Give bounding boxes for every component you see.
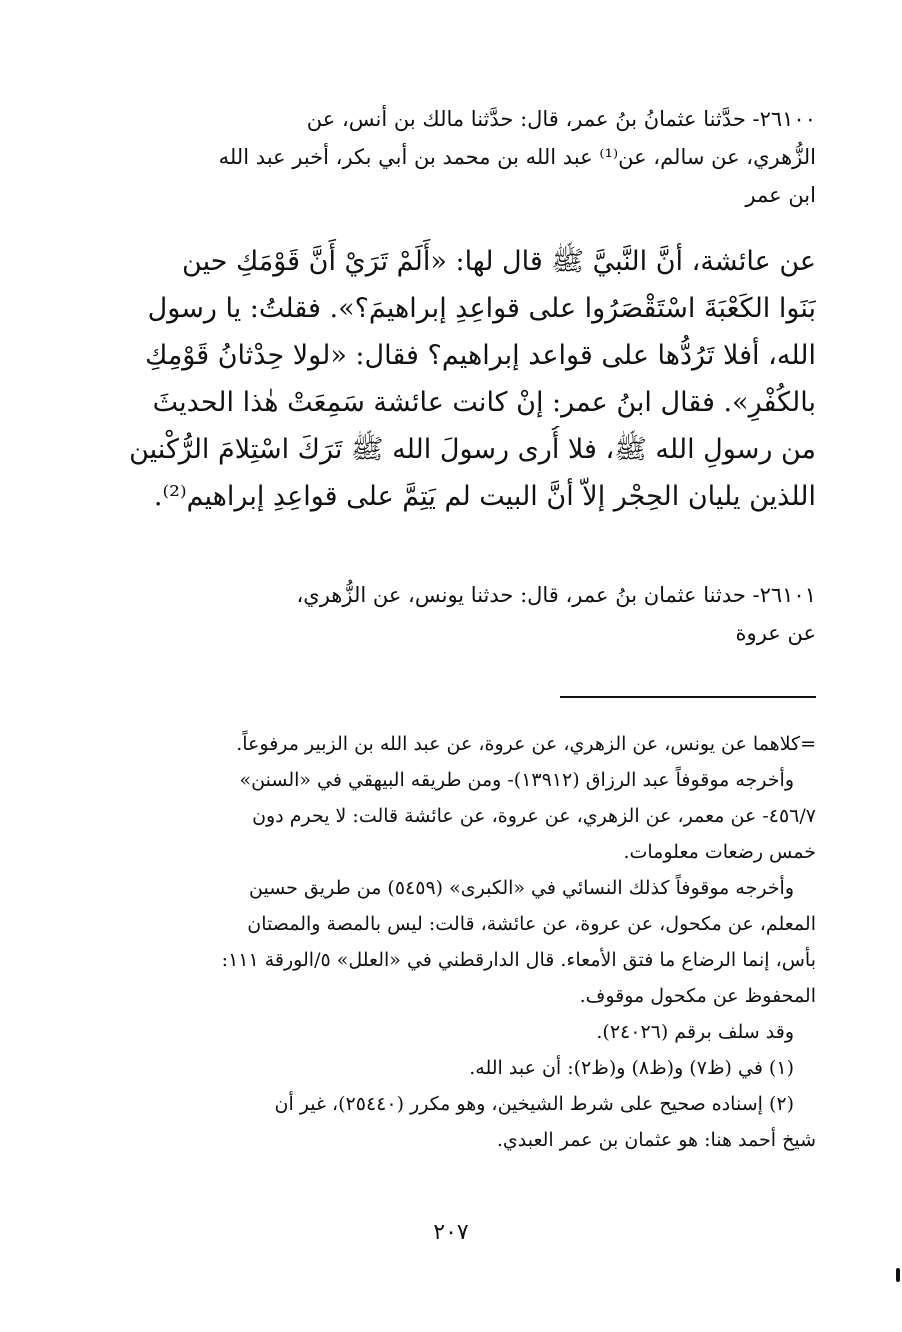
isnad-line: عن عروة [735,621,816,645]
page-number: ٢٠٧ [433,1220,469,1245]
scan-edge-mark [896,1268,900,1282]
matn-line: من رسولِ الله ﷺ، فلا أُرى رسولَ الله ﷺ تَرَكَ اسْتِلامَ الرُّكْنين [129,434,816,465]
isnad-line: ابن عمر [745,183,816,207]
footnote-line: المعلم، عن مكحول، عن عروة، عن عائشة، قالت: ليس بالمصة والمصتان [247,913,816,935]
footnote-2: (٢) إسناده صحيح على شرط الشيخين، وهو مكرر (٢٥٤٤٠)، غير أن [274,1093,794,1115]
footnote-2: شيخ أحمد هنا: هو عثمان بن عمر العبدي. [496,1129,816,1151]
footnote-continuation: =كلاهما عن يونس، عن الزهري، عن عروة، عن عبد الله بن الزبير مرفوعاً. [236,733,816,755]
footnote-separator [560,696,816,698]
footnote-line: وأخرجه موقوفاً عبد الرزاق (١٣٩١٢)- ومن طريقه البيهقي في «السنن» [239,769,794,791]
matn-line: بَنَوا الكَعْبَةَ اسْتَقْصَرُوا على قواعِدِ إبراهيمَ؟». فقلتُ: يا رسول [147,293,816,324]
footnotes [108,726,816,1158]
hadith-26101-isnad [108,576,816,652]
matn-line: بالكُفْرِ». فقال ابنُ عمر: إنْ كانت عائشة سَمِعَتْ هٰذا الحديثَ [152,387,816,418]
footnote-line: خمس رضعات معلومات. [623,841,816,863]
footnote-line: وأخرجه موقوفاً كذلك النسائي في «الكبرى» (٥٤٥٩) من طريق حسين [249,877,794,899]
matn-line: عن عائشة، أنَّ النَّبيَّ ﷺ قال لها: «أَلَمْ تَرَيْ أَنَّ قَوْمَكِ حين [182,246,816,277]
matn-line: اللذين يليان الحِجْر إلاّ أنَّ البيت لم يَتِمَّ على قواعِدِ إبراهيم⁽²⁾. [153,481,816,512]
isnad-line: ٢٦١٠٠- حدَّثنا عثمانُ بنُ عمر، قال: حدَّثنا مالك بن أنس، عن [306,107,816,131]
isnad-line: ٢٦١٠١- حدثنا عثمان بنُ عمر، قال: حدثنا يونس، عن الزُّهري، [296,583,816,607]
footnote-line: ٤٥٦/٧- عن معمر، عن الزهري، عن عروة، عن عائشة قالت: لا يحرم دون [252,805,816,827]
footnote-1: (١) في (ظ٧) و(ظ٨) و(ظ٢): أن عبد الله. [469,1057,794,1079]
matn-line: الله، أفلا تَرُدُّها على قواعد إبراهيم؟ فقال: «لولا حِدْثانُ قَوْمِكِ [145,340,816,371]
footnote-line: وقد سلف برقم (٢٤٠٢٦). [596,1021,794,1043]
isnad-line: الزُّهري، عن سالم، عن⁽¹⁾ عبد الله بن محمد بن أبي بكر، أخبر عبد الله [218,145,816,169]
hadith-26100-matn [108,238,816,520]
hadith-26100-isnad [108,100,816,214]
footnote-line: بأس، إنما الرضاع ما فتق الأمعاء. قال الدارقطني في «العلل» ٥/الورقة ١١١: [221,949,816,971]
footnote-line: المحفوظ عن مكحول موقوف. [579,985,816,1007]
